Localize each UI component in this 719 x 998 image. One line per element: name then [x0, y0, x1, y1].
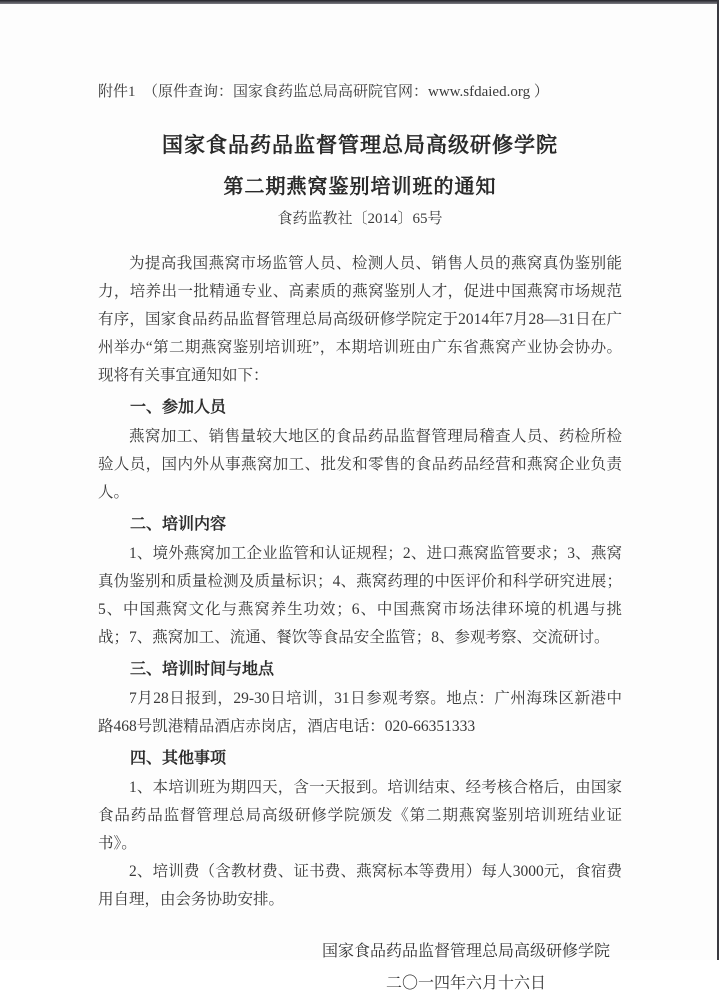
- section-paragraph-participants: 燕窝加工、销售量较大地区的食品药品监督管理局稽查人员、药检所检验人员，国内外从事燕窝加工、批发和零售的食品药品经营和燕窝企业负责人。: [98, 428, 622, 501]
- issuing-organization: 国家食品药品监督管理总局高级研修学院: [321, 943, 610, 960]
- section-paragraph-time-location: 7月28日报到，29-30日培训，31日参观考察。地点：广州海珠区新港中路468号凯港精品酒店赤岗店，酒店电话：020-66351333: [98, 690, 622, 735]
- attachment-line: 附件1 （原件查询：国家食药监总局高研院官网：www.sfdaied.org ）: [98, 84, 549, 100]
- document-title-line1: 国家食品药品监督管理总局高级研修学院: [162, 133, 558, 157]
- issue-date: 二〇一四年六月十六日: [385, 975, 546, 992]
- signature-block: [322, 938, 610, 998]
- section-heading-participants: 一、参加人员: [130, 399, 227, 416]
- section-heading-training-content: 二、培训内容: [130, 516, 227, 533]
- intro-paragraph: 为提高我国燕窝市场监管人员、检测人员、销售人员的燕窝真伪鉴别能力，培养出一批精通专业、高素质的燕窝鉴别人才，促进中国燕窝市场规范有序，国家食品药品监督管理总局高级研修学院定于2014年7月28—31日在广州举办“第二期燕窝鉴别培训班”，本期培训班由广东省燕窝产业协会协办。现将有关事宜通知如下：: [98, 255, 622, 384]
- document-content: [98, 0, 622, 998]
- section-paragraph-training-content: 1、境外燕窝加工企业监管和认证规程；2、进口燕窝监管要求；3、燕窝真伪鉴别和质量检测及质量标识；4、燕窝药理的中医评价和科学研究进展；5、中国燕窝文化与燕窝养生功效；6、中国燕窝市场法律环境的机遇与挑战；7、燕窝加工、流通、餐饮等食品安全监管；8、参观考察、交流研讨。: [98, 545, 622, 646]
- section-paragraph-other-matters-2: 2、培训费（含教材费、证书费、燕窝标本等费用）每人3000元，食宿费用自理，由会务协助安排。: [98, 863, 622, 908]
- section-heading-other-matters: 四、其他事项: [130, 750, 227, 767]
- section-paragraph-other-matters-1: 1、本培训班为期四天，含一天报到。培训结束、经考核合格后，由国家食品药品监督管理总局高级研修学院颁发《第二期燕窝鉴别培训班结业证书》。: [98, 779, 622, 852]
- document-number: 食药监教社〔2014〕65号: [277, 211, 443, 227]
- section-heading-time-location: 三、培训时间与地点: [130, 661, 275, 678]
- document-title-line2: 第二期燕窝鉴别培训班的通知: [223, 176, 497, 198]
